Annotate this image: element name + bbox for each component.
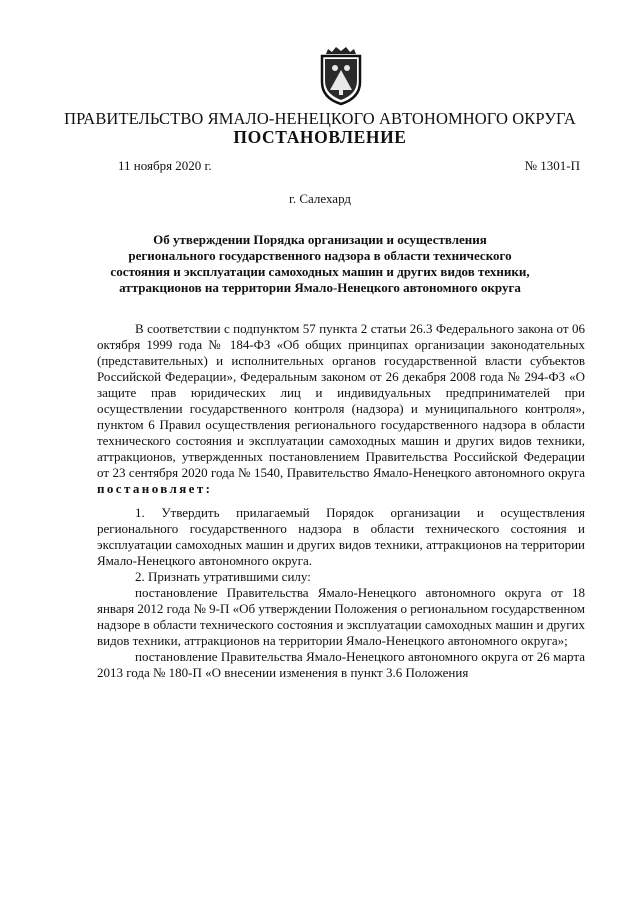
decree-items	[97, 505, 585, 681]
government-title: ПРАВИТЕЛЬСТВО ЯМАЛО-НЕНЕЦКОГО АВТОНОМНОГО ОКРУГА	[64, 109, 576, 128]
subject-line: регионального государственного надзора в области технического	[128, 248, 512, 263]
item-paragraph: 2. Признать утратившими силу:	[135, 569, 311, 584]
decree-date: 11 ноября 2020 г.	[118, 158, 212, 173]
subject-line: состояния и эксплуатации самоходных машин и других видов техники,	[110, 264, 530, 279]
document-type-title: ПОСТАНОВЛЕНИЕ	[233, 127, 407, 147]
preamble-text: В соответствии с подпунктом 57 пункта 2 статьи 26.3 Федерального закона от 06 октября 1999 года № 184-ФЗ «Об общих принципах организации законодательных (представительных) и исполнительных органов государственной власти субъектов Российской Федерации», Федеральным законом от 26 декабря 2008 года № 294-ФЗ «О защите прав юридических лиц и индивидуальных предпринимателей при осуществлении государственного контроля (надзора) и муниципального контроля», пунктом 6 Правил осуществления регионального государственного надзора в области технического состояния и эксплуатации самоходных машин и других видов техники, аттракционов, утвержденных постановлением Правительства Российской Федерации от 23 сентября 2020 года № 1540, Правительство Ямало-Ненецкого автономного округа	[97, 321, 585, 480]
resolves-word: постановляет:	[97, 481, 213, 496]
subject-line: аттракционов на территории Ямало-Ненецкого автономного округа	[119, 280, 521, 295]
preamble-paragraph	[97, 321, 585, 497]
item-paragraph: постановление Правительства Ямало-Ненецкого автономного округа от 26 марта 2013 года № 180-П «О внесении изменения в пункт 3.6 Положения	[97, 649, 585, 680]
decree-city: г. Салехард	[288, 191, 352, 206]
subject-line: Об утверждении Порядка организации и осуществления	[153, 232, 487, 247]
coat-of-arms-emblem	[318, 46, 364, 106]
decree-subject	[95, 232, 545, 296]
decree-number: № 1301-П	[524, 158, 580, 173]
item-paragraph: 1. Утвердить прилагаемый Порядок организации и осуществления регионального государственного надзора в области технического состояния и эксплуатации самоходных машин и других видов техники, аттракционов на территории Ямало-Ненецкого автономного округа.	[97, 505, 585, 568]
item-paragraph: постановление Правительства Ямало-Ненецкого автономного округа от 18 января 2012 года № 9-П «Об утверждении Положения о региональном государственном надзоре в области технического состояния и эксплуатации самоходных машин и других видов техники, аттракционов на территории Ямало-Ненецкого автономного округа»;	[97, 585, 585, 648]
